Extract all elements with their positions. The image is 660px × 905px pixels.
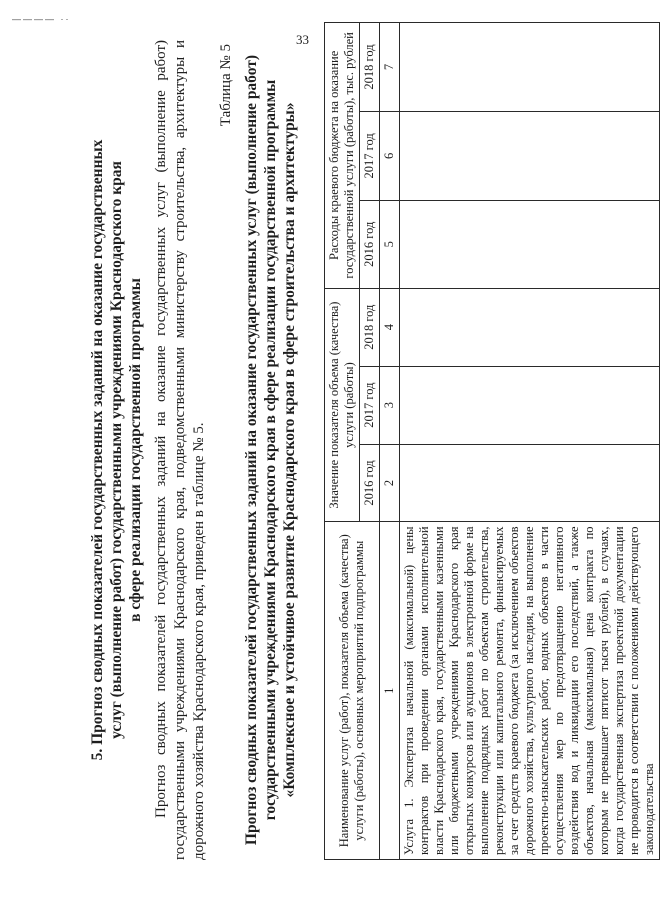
- value-cell: [400, 444, 660, 522]
- forecast-table: [324, 22, 660, 860]
- year-cell: 2017 год: [360, 111, 380, 200]
- table-heading: [242, 20, 299, 880]
- table-heading-line: «Комплексное и устойчивое развитие Краснодарского края в сфере строительства и архитектуры»: [281, 102, 298, 798]
- year-cell: 2017 год: [360, 366, 380, 444]
- value-cell: [400, 366, 660, 444]
- section-heading-line: в сфере реализации государственной программы: [127, 278, 144, 622]
- column-number: 4: [380, 288, 400, 366]
- table-label: Таблица № 5: [218, 44, 234, 127]
- column-number: 3: [380, 366, 400, 444]
- column-number: 6: [380, 111, 400, 200]
- column-number: 2: [380, 444, 400, 522]
- column-number: 7: [380, 23, 400, 112]
- table-header-row: [325, 23, 360, 860]
- header-budget-expenses: Расходы краевого бюджета на оказание государственной услуги (работы), тыс. рублей: [325, 23, 360, 289]
- scan-artifact: ———— ··: [12, 14, 71, 24]
- year-cell: 2016 год: [360, 200, 380, 288]
- value-cell: [400, 288, 660, 366]
- section-heading-line: 5. Прогноз сводных показателей государственных заданий на оказание государственных: [89, 139, 106, 761]
- column-number: 1: [380, 522, 400, 860]
- value-cell: [400, 111, 660, 200]
- table-heading-line: государственными учреждениями Краснодарского края в сфере реализации государственной программы: [262, 79, 279, 821]
- section-heading-line: услуг (выполнение работ) государственными учреждениями Краснодарского края: [108, 161, 125, 739]
- table-column-number-row: [380, 23, 400, 860]
- year-cell: 2016 год: [360, 444, 380, 522]
- page-number: 33: [296, 32, 309, 47]
- intro-paragraph: Прогноз сводных показателей государственных заданий на оказание государственных услуг (выполнение работ) государственными учреждениями Краснодарского края, подведомственными министерству строительства, архитектуры и дорожного хозяйства Краснодарского края, приведен в таблице № 5.: [153, 40, 207, 860]
- header-service-name: Наименование услуг (работ), показателя объема (качества) услуги (работы), основных мероприятий подпрограммы: [325, 522, 380, 860]
- year-cell: 2018 год: [360, 288, 380, 366]
- table-row: [400, 23, 660, 860]
- column-number: 5: [380, 200, 400, 288]
- year-cell: 2018 год: [360, 23, 380, 112]
- value-cell: [400, 200, 660, 288]
- header-indicator-value: Значение показателя объема (качества) услуги (работы): [325, 288, 360, 522]
- service-description: Услуга 1. Экспертиза начальной (максимальной) цены контрактов при проведении органами исполнительной власти Краснодарского края, государственными казенными или бюджетными учреждениями Краснодарского края открытых конкурсов или аукционов в электронной форме на выполнение подрядных работ по объектам строительства, реконструкции или капитального ремонта, финансируемых за счет средств краевого бюджета (за исключением объектов дорожного хозяйства, культурного наследия, на выполнение проектно-изыскательских работ, водных объектов в части осуществления мер по предотвращению негативного воздействия вод и ликвидации его последствий, а также объектов, начальная (максимальная) цена контракта по которым не превышает пятисот тысяч рублей), в случаях, когда государственная экспертиза проектной документации не проводится в соответствии с положениями действующего законодательства: [400, 522, 660, 860]
- value-cell: [400, 23, 660, 112]
- rotated-page-content: [40, 20, 656, 880]
- table-heading-line: Прогноз сводных показателей государственных заданий на оказание государственных услуг (выполнение работ): [243, 54, 260, 846]
- section-heading: [88, 20, 145, 880]
